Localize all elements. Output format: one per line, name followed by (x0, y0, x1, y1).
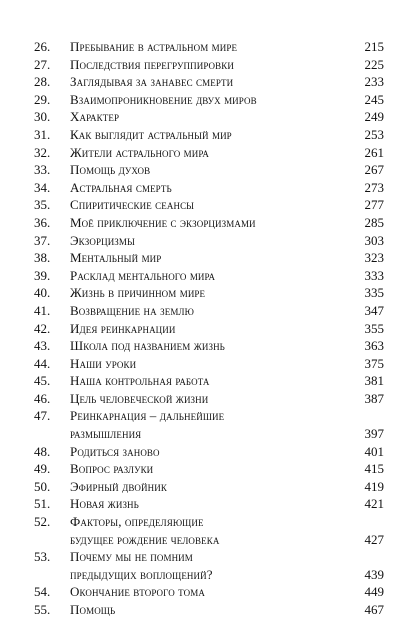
toc-entry-page: 347 (364, 302, 384, 318)
toc-entry-title (70, 601, 348, 619)
toc-entry-number: 48. (34, 443, 51, 459)
toc-entry (34, 73, 384, 91)
toc-entry-number: 33. (34, 162, 51, 178)
toc-entry-number: 43. (34, 338, 51, 354)
toc-entry (34, 548, 384, 583)
toc-entry-page: 261 (364, 144, 384, 160)
toc-entry-title (70, 443, 348, 461)
toc-entry-number: 40. (34, 285, 51, 301)
toc-entry (34, 126, 384, 144)
toc-entry-number: 39. (34, 267, 51, 283)
toc-entry-title-line: Моё приключение с экзорцизмами (70, 214, 256, 230)
toc-entry-page: 277 (364, 197, 384, 213)
toc-entry-number: 32. (34, 144, 51, 160)
toc-entry-page: 397 (364, 426, 384, 442)
toc-entry-page: 303 (364, 232, 384, 248)
toc-entry (34, 144, 384, 162)
toc-entry-page: 381 (364, 373, 384, 389)
toc-entry-title-line: будущее рождение человека (70, 531, 220, 547)
toc-entry-title-line: Жители астрального мира (70, 144, 209, 160)
toc-entry-page: 421 (364, 496, 384, 512)
toc-entry (34, 284, 384, 302)
toc-entry-title-line: Школа под названием жизнь (70, 338, 225, 354)
toc-entry-page: 467 (364, 602, 384, 617)
toc-entry (34, 337, 384, 355)
toc-entry-title (70, 38, 348, 56)
toc-entry-number: 27. (34, 56, 51, 72)
toc-entry-page: 419 (364, 478, 384, 494)
toc-entry (34, 91, 384, 109)
toc-entry (34, 583, 384, 601)
toc-entry (34, 390, 384, 408)
toc-entry-number: 29. (34, 91, 51, 107)
toc-entry (34, 320, 384, 338)
toc-entry (34, 302, 384, 320)
toc-entry-page: 355 (364, 320, 384, 336)
toc-entry-number: 31. (34, 126, 51, 142)
toc-entry (34, 214, 384, 232)
toc-entry (34, 495, 384, 513)
toc-entry-number: 46. (34, 390, 51, 406)
toc-entry-page: 249 (364, 109, 384, 125)
toc-entry-number: 52. (34, 514, 51, 530)
toc-entry-page: 233 (364, 74, 384, 90)
toc-entry-title (70, 390, 348, 408)
toc-entry-title-line: Цель человеческой жизни (70, 390, 209, 406)
toc-entry-number: 35. (34, 197, 51, 213)
toc-entry-title-line: Экзорцизмы (70, 232, 135, 248)
toc-entry (34, 232, 384, 250)
toc-entry-number: 50. (34, 478, 51, 494)
toc-entry-title-line: Новая жизнь (70, 496, 139, 512)
toc-entry-title (70, 284, 348, 302)
toc-entry-page: 387 (364, 390, 384, 406)
toc-entry-page: 427 (364, 531, 384, 547)
toc-entry-page: 253 (364, 126, 384, 142)
toc-entry-title-line: Ментальный мир (70, 250, 162, 266)
toc-entry-title (70, 56, 348, 74)
toc-entry-title-line: Последствия перегруппировки (70, 56, 234, 72)
toc-entry (34, 249, 384, 267)
toc-entry-number: 42. (34, 320, 51, 336)
toc-entry (34, 108, 384, 126)
toc-entry (34, 56, 384, 74)
toc-entry-title-line: Помощь (70, 602, 116, 617)
toc-entry-title-line: Реинкарнация – дальнейшие (70, 408, 225, 424)
toc-entry-title (70, 214, 348, 232)
toc-entry-number: 41. (34, 302, 51, 318)
toc-entry-title (70, 108, 348, 126)
toc-entry-title-line: размышления (70, 426, 142, 442)
toc-entry-page: 401 (364, 443, 384, 459)
toc-entry-page: 333 (364, 267, 384, 283)
toc-entry-number: 38. (34, 250, 51, 266)
toc-entry-number: 55. (34, 602, 51, 617)
toc-entry-page: 415 (364, 461, 384, 477)
toc-entry-title (70, 249, 348, 267)
toc-entry-title-line: Почему мы не помним (70, 549, 193, 565)
toc-entry (34, 478, 384, 496)
toc-entry-title-line: Возвращение на землю (70, 302, 194, 318)
toc-entry (34, 460, 384, 478)
toc-entry-page: 273 (364, 179, 384, 195)
toc-entry-title-line: Заглядывая за занавес смерти (70, 74, 234, 90)
toc-entry-title-line: Наша контрольная работа (70, 373, 210, 389)
toc-entry-title (70, 495, 348, 513)
toc-entry (34, 443, 384, 461)
toc-entry (34, 513, 384, 548)
toc-entry-page: 323 (364, 250, 384, 266)
toc-entry-title-line: Характер (70, 109, 120, 125)
toc-entry-page: 363 (364, 338, 384, 354)
toc-entry-title (70, 513, 348, 548)
toc-entry-page: 285 (364, 214, 384, 230)
toc-entry-title (70, 355, 348, 373)
toc-entry-title-line: Астральная смерть (70, 179, 172, 195)
toc-entry-page: 439 (364, 566, 384, 582)
toc-entry (34, 355, 384, 373)
toc-entry-page: 375 (364, 355, 384, 371)
toc-entry-number: 49. (34, 461, 51, 477)
toc-entry-page: 335 (364, 285, 384, 301)
toc-entry-number: 53. (34, 549, 51, 565)
toc-entry (34, 407, 384, 442)
toc-entry-number: 37. (34, 232, 51, 248)
toc-entry-title (70, 267, 348, 285)
toc-entry-title-line: Эфирный двойник (70, 478, 167, 494)
toc-entry-title (70, 232, 348, 250)
toc-entry-number: 26. (34, 39, 51, 54)
table-of-contents (34, 38, 384, 619)
toc-entry-number: 44. (34, 355, 51, 371)
toc-entry-title (70, 144, 348, 162)
toc-entry-title-line: Как выглядит астральный мир (70, 126, 232, 142)
toc-entry-title-line: Помощь духов (70, 162, 151, 178)
toc-entry-page: 449 (364, 584, 384, 600)
toc-entry-number: 36. (34, 214, 51, 230)
toc-entry-title-line: Взаимопроникновение двух миров (70, 91, 257, 107)
toc-entry-title (70, 548, 348, 583)
toc-entry (34, 179, 384, 197)
toc-entry-title-line: Спиритические сеансы (70, 197, 195, 213)
toc-entry-title (70, 337, 348, 355)
toc-entry-title (70, 91, 348, 109)
toc-entry-title-line: Наши уроки (70, 355, 137, 371)
toc-entry-title (70, 583, 348, 601)
toc-entry-title (70, 126, 348, 144)
toc-entry (34, 196, 384, 214)
toc-entry-number: 45. (34, 373, 51, 389)
toc-entry-number: 28. (34, 74, 51, 90)
toc-entry-title (70, 320, 348, 338)
toc-entry-title-line: Родиться заново (70, 443, 160, 459)
toc-entry-number: 47. (34, 408, 51, 424)
toc-entry-title-line: предыдущих воплощений? (70, 566, 213, 582)
toc-entry-title-line: Пребывание в астральном мире (70, 39, 238, 54)
toc-entry (34, 372, 384, 390)
toc-entry-title-line: Идея реинкарнации (70, 320, 176, 336)
toc-entry-title-line: Факторы, определяющие (70, 514, 204, 530)
toc-entry-number: 34. (34, 179, 51, 195)
toc-entry-title (70, 478, 348, 496)
toc-entry-title (70, 196, 348, 214)
toc-entry-page: 267 (364, 162, 384, 178)
toc-entry-title (70, 372, 348, 390)
toc-entry-title (70, 302, 348, 320)
toc-entry-page: 215 (364, 39, 384, 54)
toc-entry (34, 38, 384, 56)
toc-entry-number: 51. (34, 496, 51, 512)
toc-entry (34, 161, 384, 179)
toc-entry-title-line: Вопрос разлуки (70, 461, 154, 477)
toc-entry (34, 267, 384, 285)
toc-entry (34, 601, 384, 619)
toc-entry-title (70, 407, 348, 442)
toc-entry-title (70, 179, 348, 197)
toc-entry-title (70, 460, 348, 478)
toc-entry-title (70, 73, 348, 91)
toc-entry-page: 245 (364, 91, 384, 107)
toc-entry-number: 30. (34, 109, 51, 125)
toc-entry-title-line: Расклад ментального мира (70, 267, 216, 283)
toc-entry-page: 225 (364, 56, 384, 72)
toc-entry-title-line: Жизнь в причинном мире (70, 285, 206, 301)
toc-entry-title (70, 161, 348, 179)
toc-entry-title-line: Окончание второго тома (70, 584, 205, 600)
toc-entry-number: 54. (34, 584, 51, 600)
